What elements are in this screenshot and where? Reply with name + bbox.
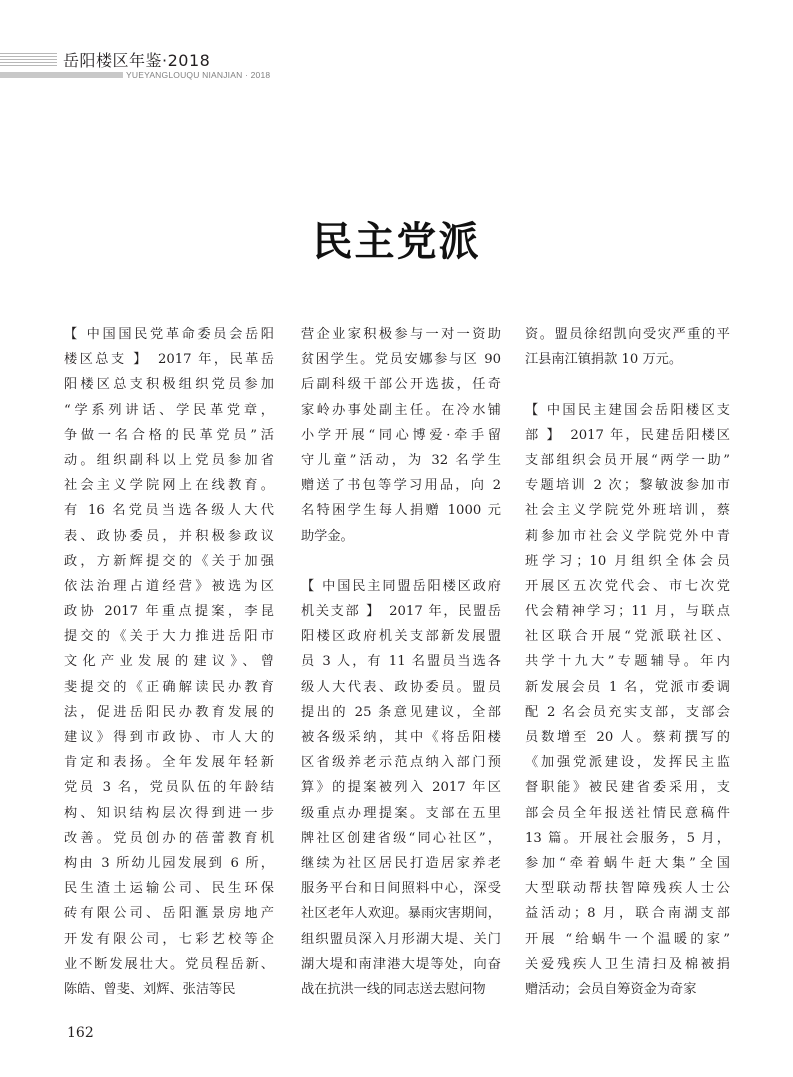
body-text: 开展 “给蜗牛一个温暖的家” <box>525 931 730 947</box>
section-heading: 部 】 <box>525 427 556 443</box>
body-text: 营企业家积极参与一对一资助 <box>301 327 501 342</box>
body-text: 依法治理占道经营》被选为区 <box>64 578 274 594</box>
body-text: 区省级养老示范点纳入部门预 <box>301 755 501 771</box>
body-text: 督职能》被民建省委采用，支 <box>525 780 730 796</box>
text-line <box>525 574 730 599</box>
body-text: 政协 2017 年重点提案，李昆 <box>64 604 274 620</box>
text-line <box>64 775 274 800</box>
text-line <box>301 347 501 372</box>
text-line <box>525 347 730 372</box>
body-text: 有 16 名党员当选各级人大代 <box>64 503 274 519</box>
body-text: 专题培训 2 次；黎敏波参加市 <box>525 478 730 494</box>
body-text: 级人大代表、政协委员。盟员 <box>301 679 501 695</box>
text-line <box>525 423 730 448</box>
section-heading: 【 中国民主建国会岳阳楼区支 <box>525 402 730 418</box>
body-text: 级重点办理提案。支部在五里 <box>301 805 501 821</box>
body-text: 《加强党派建设，发挥民主监 <box>525 755 730 771</box>
body-text: 员数增至 20 人。蔡莉撰写的 <box>525 730 730 745</box>
body-text: 资。盟员徐绍凯向受灾严重的平 <box>525 327 730 342</box>
text-line <box>64 700 274 725</box>
body-text: 守儿童”活动，为 32 名学生 <box>301 452 501 468</box>
text-line <box>301 448 501 473</box>
text-line <box>64 952 274 977</box>
text-line <box>525 448 730 473</box>
section-heading: 【 中国国民党革命委员会岳阳 <box>64 327 274 342</box>
text-line <box>301 927 501 952</box>
body-text: 斐提交的《正确解读民办教育 <box>64 679 274 695</box>
text-line <box>525 322 730 347</box>
body-text: 2017 年，民革岳 <box>142 352 274 368</box>
text-line <box>64 649 274 674</box>
text-line <box>301 372 501 397</box>
text-line <box>64 927 274 952</box>
body-text: 构、知识结构层次得到进一步 <box>64 805 274 821</box>
text-line <box>301 524 501 549</box>
body-text: 助学金。 <box>301 528 354 544</box>
text-line <box>301 498 501 523</box>
running-header-subtitle: YUEYANGLOUQU NIANJIAN · 2018 <box>126 70 271 80</box>
text-line <box>301 700 501 725</box>
text-line <box>64 448 274 473</box>
text-column-3 <box>525 322 730 1002</box>
text-line <box>301 952 501 977</box>
body-text: 社区老年人欢迎。暴雨灾害期间， <box>301 906 501 922</box>
body-text: 员 3 人，有 11 名盟员当选各 <box>301 654 501 670</box>
body-text: 肯定和表扬。全年发展年轻新 <box>64 755 274 771</box>
text-line <box>64 599 274 624</box>
text-line <box>301 574 501 599</box>
body-text: 后副科级干部公开选拔，任奇 <box>301 377 501 393</box>
text-line <box>64 826 274 851</box>
body-text: 代会精神学习；11 月，与联点 <box>525 604 730 620</box>
body-text: 争做一名合格的民革党员”活 <box>64 427 274 443</box>
body-text: 新发展会员 1 名，党派市委调 <box>525 679 730 695</box>
body-text: 被各级采纳，其中《将岳阳楼 <box>301 730 501 745</box>
body-text: 民生渣土运输公司、民生环保 <box>64 881 274 897</box>
text-line <box>301 750 501 775</box>
body-text: 组织盟员深入月形湖大堤、关门 <box>301 931 501 947</box>
text-line <box>301 624 501 649</box>
body-text: 赠活动；会员自筹资金为奇家 <box>525 981 697 997</box>
section-heading: 机关支部 】 <box>301 604 375 620</box>
text-line <box>64 347 274 372</box>
text-line <box>525 775 730 800</box>
body-text: 政，方新辉提交的《关于加强 <box>64 553 274 569</box>
text-line <box>301 826 501 851</box>
body-text: 改善。党员创办的蓓蕾教育机 <box>64 830 274 846</box>
body-text: 文化产业发展的建议》、曾 <box>64 654 274 670</box>
text-line <box>64 750 274 775</box>
text-line <box>301 876 501 901</box>
text-line <box>525 473 730 498</box>
text-line <box>301 423 501 448</box>
body-text: 配 2 名会员充实支部，支部会 <box>525 704 730 720</box>
text-line <box>64 524 274 549</box>
header-decorative-bar <box>0 72 123 78</box>
text-line <box>525 927 730 952</box>
body-text: 支部组织会员开展“两学一助” <box>525 452 730 468</box>
text-line <box>301 801 501 826</box>
text-line <box>525 977 730 1002</box>
text-line <box>64 725 274 750</box>
text-line <box>301 649 501 674</box>
body-text: 牌社区创建省级“同心社区”， <box>301 830 501 846</box>
body-text: 战在抗洪一线的同志送去慰问物 <box>301 981 486 997</box>
text-column-1 <box>64 322 274 1002</box>
text-line <box>64 851 274 876</box>
text-line <box>525 398 730 423</box>
body-text: 小学开展“同心博爱·牵手留 <box>301 427 501 443</box>
body-text: 建议》得到市政协、市人大的 <box>64 730 274 745</box>
body-text: 2017 年，民建岳阳楼区 <box>555 427 730 443</box>
text-line <box>301 851 501 876</box>
body-text: 砖有限公司、岳阳滙景房地产 <box>64 906 274 922</box>
body-text: 业不断发展壮大。党员程岳新、 <box>64 956 274 972</box>
body-text: 13 篇。开展社会服务，5 月， <box>525 830 730 846</box>
body-text: 班学习；10 月组织全体会员 <box>525 553 730 569</box>
section-heading: 【 中国民主同盟岳阳楼区政府 <box>301 578 501 594</box>
text-line <box>525 524 730 549</box>
body-text: 继续为社区居民打造居家养老 <box>301 855 501 871</box>
text-line <box>525 599 730 624</box>
text-line <box>525 801 730 826</box>
text-line <box>64 574 274 599</box>
text-line <box>64 322 274 347</box>
text-line <box>525 498 730 523</box>
text-line <box>64 423 274 448</box>
body-text: 湖大堤和南津港大堤等处，向奋 <box>301 956 501 972</box>
body-text: 江县南江镇捐款 10 万元。 <box>525 352 683 368</box>
body-text: 开发有限公司，七彩艺校等企 <box>64 931 274 947</box>
text-line <box>64 549 274 574</box>
body-text: 贫困学生。党员安娜参与区 90 <box>301 352 501 368</box>
text-line <box>64 876 274 901</box>
text-line <box>525 826 730 851</box>
text-column-2 <box>301 322 501 1002</box>
text-line <box>64 977 274 1002</box>
body-text: 共学十九大”专题辅导。年内 <box>525 654 730 670</box>
text-line <box>301 725 501 750</box>
body-text: 表、政协委员，并积极参政议 <box>64 528 274 544</box>
text-line <box>525 624 730 649</box>
text-line <box>301 322 501 347</box>
text-line <box>525 549 730 574</box>
text-line <box>301 398 501 423</box>
body-text: 莉参加市社会义学院党外中青 <box>525 528 730 544</box>
text-line <box>525 725 730 750</box>
body-text: “学系列讲话、学民革党章， <box>64 402 274 418</box>
text-line <box>301 901 501 926</box>
paragraph-spacer <box>301 549 501 574</box>
body-text: 开展区五次党代会、市七次党 <box>525 578 730 594</box>
text-line <box>64 901 274 926</box>
text-line <box>525 675 730 700</box>
body-text: 社区联合开展“党派联社区、 <box>525 629 730 645</box>
text-line <box>301 675 501 700</box>
text-line <box>301 977 501 1002</box>
body-text: 赠送了书包等学习用品，向 2 <box>301 478 501 494</box>
body-text: 构由 3 所幼儿园发展到 6 所， <box>64 855 274 871</box>
body-text: 陈皓、曾斐、刘辉、张洁等民 <box>64 981 236 997</box>
body-text: 关爱残疾人卫生清扫及棉被捐 <box>525 956 730 972</box>
text-line <box>525 952 730 977</box>
body-text: 大型联动帮扶智障残疾人士公 <box>525 881 730 897</box>
text-line <box>301 473 501 498</box>
text-line <box>301 599 501 624</box>
text-line <box>64 801 274 826</box>
body-text: 部会员全年报送社情民意稿件 <box>525 805 730 821</box>
text-line <box>525 700 730 725</box>
text-line <box>525 649 730 674</box>
text-line <box>64 675 274 700</box>
chapter-title: 民主党派 <box>312 217 481 265</box>
body-text: 提交的《关于大力推进岳阳市 <box>64 629 274 645</box>
body-text: 算》的提案被列入 2017 年区 <box>301 780 501 796</box>
text-line <box>64 473 274 498</box>
text-line <box>64 624 274 649</box>
paragraph-spacer <box>525 372 730 397</box>
body-text: 社会主义学院党外班培训，蔡 <box>525 503 730 519</box>
body-text: 阳楼区政府机关支部新发展盟 <box>301 629 501 645</box>
text-line <box>525 876 730 901</box>
section-heading: 楼区总支 】 <box>64 352 143 368</box>
text-line <box>301 775 501 800</box>
body-text: 服务平台和日间照料中心，深受 <box>301 881 501 897</box>
text-line <box>525 901 730 926</box>
body-text: 动。组织副科以上党员参加省 <box>64 452 274 468</box>
body-text: 社会主义学院网上在线教育。 <box>64 478 274 494</box>
text-line <box>64 372 274 397</box>
body-text: 阳楼区总支积极组织党员参加 <box>64 377 274 393</box>
body-text: 党员 3 名，党员队伍的年龄结 <box>64 780 274 796</box>
body-text: 名特困学生每人捐赠 1000 元 <box>301 503 501 519</box>
body-text: 益活动；8 月，联合南湖支部 <box>525 906 730 922</box>
text-line <box>525 851 730 876</box>
header-decorative-stripes <box>0 53 57 67</box>
body-text: 参加“牵着蜗牛赶大集”全国 <box>525 855 730 871</box>
body-text: 2017 年，民盟岳 <box>374 604 501 620</box>
body-text: 家岭办事处副主任。在冷水铺 <box>301 402 501 418</box>
body-text: 提出的 25 条意见建议，全部 <box>301 704 501 720</box>
body-text: 法，促进岳阳民办教育发展的 <box>64 704 274 720</box>
page-number: 162 <box>67 1025 94 1041</box>
running-header-title: 岳阳楼区年鉴·2018 <box>63 51 211 70</box>
text-line <box>525 750 730 775</box>
text-line <box>64 498 274 523</box>
text-line <box>64 398 274 423</box>
